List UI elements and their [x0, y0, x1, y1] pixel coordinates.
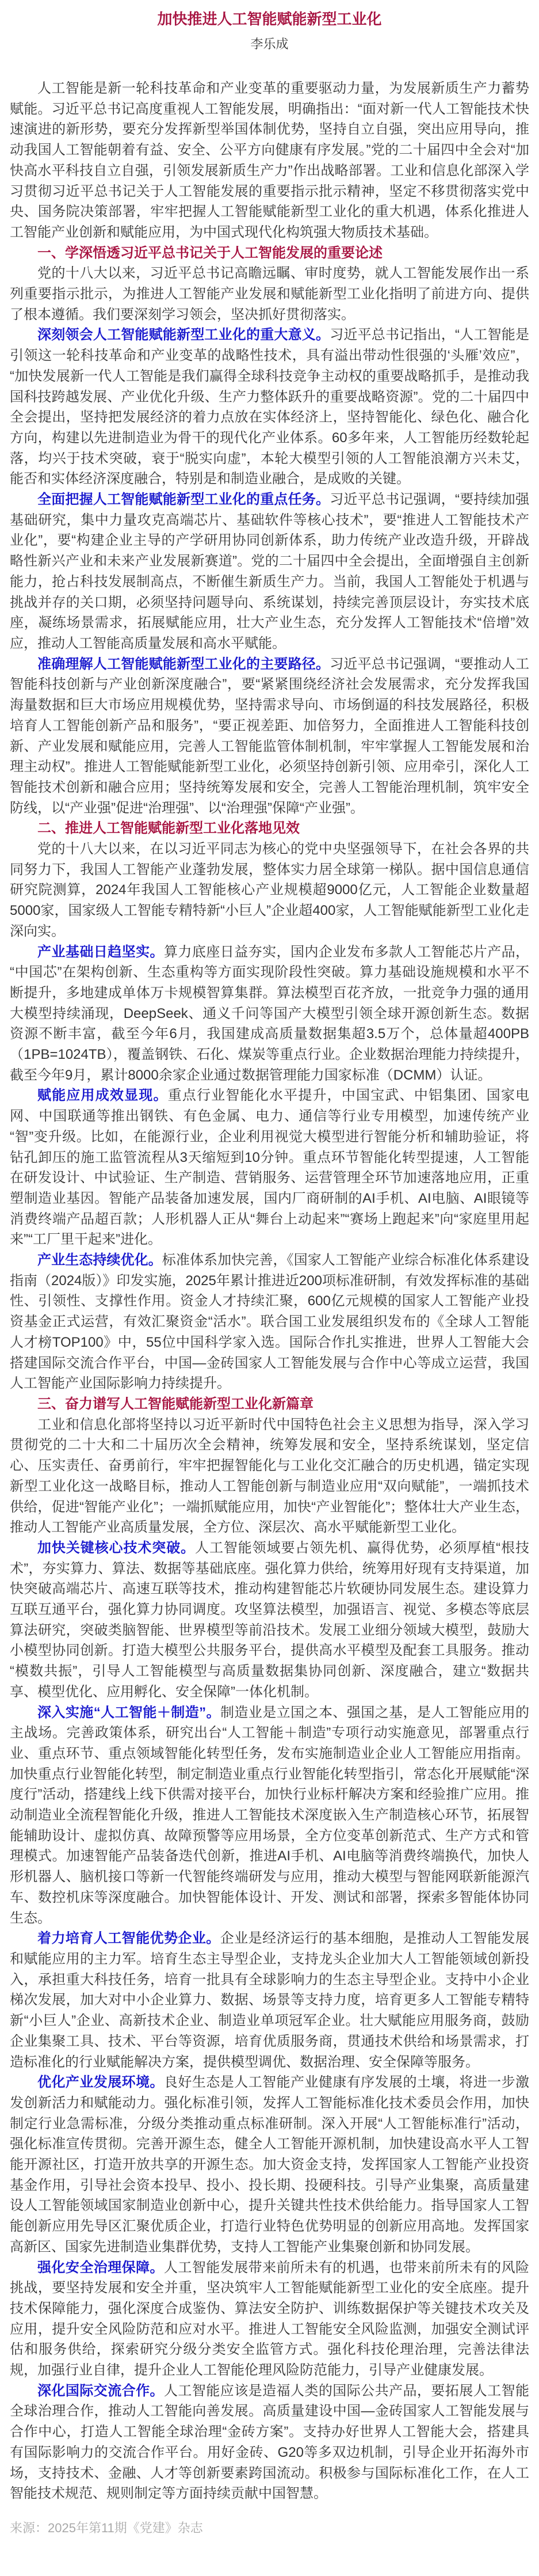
paragraph	[10, 2258, 529, 2381]
paragraph-intro: 人工智能是新一轮科技革命和产业变革的重要驱动力量，为发展新质生产力蓄势赋能。习近平总书记高度重视人工智能发展，明确指出：“面对新一代人工智能技术快速演进的新形势，要充分发挥新型举国体制优势，坚持自立自强，突出应用导向，推动我国人工智能朝着有益、安全、公平方向健康有序发展。”党的二十届四中全会对“加快高水平科技自立自强，引领发展新质生产力”作出战略部署。工业和信息化部深入学习贯彻习近平总书记关于人工智能发展的重要指示批示精神，坚定不移贯彻落实党中央、国务院决策部署，牢牢把握人工智能赋能新型工业化的重大机遇，体系化推进人工智能产业创新和赋能应用，为中国式现代化构筑强大物质技术基础。	[10, 81, 529, 240]
paragraph-text: 人工智能发展带来前所未有的机遇，也带来前所未有的风险挑战，要坚持发展和安全并重，坚决筑牢人工智能赋能新型工业化的安全底座。提升技术保障能力，强化深度合成鉴伪、算法安全防护、训练数据保护等关键技术攻关及应用，提升安全风险防范和应对水平。推进人工智能安全风险监测，加强安全测试评估和服务供给，探索研究分级分类安全监管方式。强化科技伦理治理，完善法律法规，加强行业自律，提升企业人工智能伦理风险防范能力，引导产业健康发展。	[10, 2259, 530, 2379]
paragraph-text: 企业是经济运行的基本细胞，是推动人工智能发展和赋能应用的主力军。培育生态主导型企业，支持龙头企业加大人工智能领域创新投入，承担重大科技任务，培育一批具有全球影响力的生态主导型企业。支持中小企业梯次发展，加大对中小企业算力、数据、场景等支持力度，培育更多人工智能专精特新“小巨人”企业、高新技术企业、制造业单项冠军企业。壮大赋能应用服务商，鼓励企业集聚工具、技术、平台等资源，培育优质服务商，贯通技术供给和场景需求，打造标准化的行业赋能解决方案，提供模型调优、数据治理、安全保障等服务。	[10, 1931, 529, 2070]
paragraph-text: 标准体系加快完善，《国家人工智能产业综合标准化体系建设指南（2024版）》印发实施，2025年累计推进近200项标准研制，有效发挥标准的基础性、引领性、支撑性作用。资金人才持续汇聚，600亿元规模的国家人工智能产业投资基金正式运营，有效汇聚资金“活水”。联合国工业发展组织发布的《全球人工智能人才榜TOP100》中，55位中国科学家入选。国际合作扎实推进，世界人工智能大会搭建国际交流合作平台，中国—金砖国家人工智能发展与合作中心等成立运营，我国人工智能产业国际影响力持续提升。	[10, 1252, 530, 1392]
paragraph-lead: 深化国际交流合作。	[37, 2383, 164, 2399]
paragraph	[10, 1538, 529, 1703]
paragraph-lead: 产业生态持续优化。	[37, 1252, 162, 1268]
paragraph-lead: 全面把握人工智能赋能新型工业化的重点任务。	[37, 492, 330, 508]
paragraph: 党的十八大以来，在以习近平同志为核心的党中央坚强领导下，在社会各界的共同努力下，我国人工智能产业蓬勃发展，整体实力居全球第一梯队。据中国信息通信研究院测算，2024年我国人工智能核心产业规模超9000亿元，人工智能企业数量超5000家，国家级人工智能专精特新“小巨人”企业超400家，人工智能赋能新型工业化走深向实。	[10, 841, 529, 939]
paragraph-text: 习近平总书记强调，“要推动人工智能科技创新与产业创新深度融合”，要“紧紧围绕经济社会发展需求，充分发挥我国海量数据和巨大市场应用规模优势，坚持需求导向、市场倒逼的科技发展路径，积极培育人工智能创新产品和服务”，“要正视差距、加倍努力，全面推进人工智能科技创新、产业发展和赋能应用，完善人工智能监管体制机制，牢牢掌握人工智能发展和治理主动权”。推进人工智能赋能新型工业化，必须坚持创新引领、应用牵引，深化人工智能技术创新和融合应用；坚持统筹发展和安全，完善人工智能治理机制，筑牢安全防线，以“产业强”促进“治理强”、以“治理强”保障“产业强”。	[10, 656, 529, 816]
paragraph	[10, 1703, 529, 1929]
paragraph	[10, 1928, 529, 2072]
paragraph	[10, 325, 529, 489]
paragraph-text: 算力底座日益夯实，国内企业发布多款人工智能芯片产品，“中国芯”在架构创新、生态重构等方面实现阶段性突破。算力基础设施规模和水平不断提升，多地建成单体万卡规模智算集群。算法模型百花齐放，一批竞争力强的通用大模型持续涌现，DeepSeek、通义千问等国产大模型引领全球开源创新生态。数据资源不断丰富，截至今年6月，我国建成高质量数据集超3.5万个，总体量超400PB（1PB=1024TB），覆盖钢铁、石化、煤炭等重点行业。企业数据治理能力持续提升，截至今年9月，累计8000余家企业通过数据管理能力国家标准（DCMM）认证。	[10, 944, 530, 1083]
paragraph: 工业和信息化部将坚持以习近平新时代中国特色社会主义思想为指导，深入学习贯彻党的二十大和二十届历次全会精神，统筹发展和安全，坚持系统谋划，坚定信心、压实责任、奋勇前行，牢牢把握智能化与工业化交汇融合的历史机遇，锚定实现新型工业化这一战略目标，推动人工智能创新与制造业应用“双向赋能”，一端抓技术供给，促进“智能产业化”；一端抓赋能应用，加快“产业智能化”；整体壮大产业生态，推动人工智能产业高质量发展，全方位、深层次、高水平赋能新型工业化。	[10, 1416, 529, 1536]
paragraph-text: 重点行业智能化水平提升，中国宝武、中铝集团、国家电网、中国联通等推出钢铁、有色金属、电力、通信等行业专用模型，加速传统产业“智”变升级。比如，在能源行业，企业利用视觉大模型进行智能分析和辅助验证，将钻孔卸压的施工监管流程从3天缩短到10分钟。重点环节智能化转型提速，人工智能在研发设计、中试验证、生产制造、营销服务、运营管理全环节加速落地应用，正重塑制造业基因。智能产品装备加速发展，国内厂商研制的AI手机、AI电脑、AI眼镜等消费终端产品超百款；人形机器人正从“舞台上动起来”“赛场上跑起来”向“家庭里用起来”“工厂里干起来”进化。	[10, 1088, 530, 1248]
paragraph-lead: 产业基础日趋坚实。	[37, 944, 164, 960]
author-name: 李乐成	[250, 37, 289, 51]
paragraph	[10, 1250, 529, 1394]
source-line: 来源：2025年第11期《党建》杂志	[10, 2520, 203, 2535]
page-title: 加快推进人工智能赋能新型工业化	[157, 10, 382, 28]
paragraph	[10, 2381, 529, 2504]
paragraph-text: 良好生态是人工智能产业健康有序发展的土壤，将进一步激发创新活力和赋能动力。强化标准引领，发挥人工智能标准化技术委员会作用，加快制定行业急需标准，分级分类推动重点标准研制。深入开展“人工智能标准行”活动，强化标准宣传贯彻。完善开源生态，健全人工智能开源机制，加快建设高水平人工智能开源社区，打造开放共享的开源生态。加大资金支持，发挥国家人工智能产业投资基金作用，引导社会资本投早、投小、投长期、投硬科技。引导产业集聚，高质量建设人工智能领域国家制造业创新中心，提升关键共性技术供给能力。指导国家人工智能创新应用先导区汇聚优质企业，打造行业特色优势明显的创新应用高地。发挥国家高新区、国家先进制造业集群优势，支持人工智能产业集聚创新和协同发展。	[10, 2075, 530, 2255]
paragraph-lead: 深刻领会人工智能赋能新型工业化的重大意义。	[37, 327, 330, 343]
article-body	[10, 78, 529, 2504]
paragraph-lead: 赋能应用成效显现。	[37, 1088, 168, 1104]
paragraph-text: 习近平总书记强调，“要持续加强基础研究，集中力量攻克高端芯片、基础软件等核心技术”，要“推进人工智能技术产业化”，要“构建企业主导的产学研用协同创新体系，助力传统产业改造升级，开辟战略性新兴产业和未来产业发展新赛道”。党的二十届四中全会提出，全面增强自主创新能力，抢占科技发展制高点，不断催生新质生产力。当前，我国人工智能处于机遇与挑战并存的关口期，必须坚持问题导向、系统谋划，持续完善顶层设计，夯实技术底座，凝练场景需求，拓展赋能应用，壮大产业生态，充分发挥人工智能技术“倍增”效应，推动人工智能高质量发展和高水平赋能。	[10, 492, 529, 651]
section-heading-3: 三、奋力谱写人工智能赋能新型工业化新篇章	[37, 1396, 314, 1412]
paragraph-text: 人工智能应该是造福人类的国际公共产品，要拓展人工智能全球治理合作，推动人工智能向善发展。高质量建设中国—金砖国家人工智能发展与合作中心，打造人工智能全球治理“金砖方案”。支持办好世界人工智能大会，搭建具有国际影响力的交流合作平台。用好金砖、G20等多双边机制，引导企业开拓海外市场，支持技术、金融、人才等创新要素跨国流动。积极参与国际标准化工作，在人工智能技术规范、规则制定等方面持续贡献中国智慧。	[10, 2383, 530, 2502]
paragraph-lead: 着力培育人工智能优势企业。	[37, 1931, 220, 1947]
paragraph-lead: 强化安全治理保障。	[37, 2259, 164, 2275]
paragraph-text: 人工智能领域要占领先机、赢得优势，必须厚植“根技术”，夯实算力、算法、数据等基础底座。强化算力供给，统筹用好现有支持渠道，加快突破高端芯片、高速互联等技术，推动构建智能芯片软硬协同发展生态。建设算力互联互通平台，强化算力协同调度。攻坚算法模型，加强语言、视觉、多模态等底层算法研究，突破类脑智能、世界模型等前沿技术。发展工业细分领域大模型，鼓励大小模型协同创新。打造大模型公共服务平台，提供高水平模型及配套工具服务。推动“模数共振”，引导人工智能模型与高质量数据集协同创新、深度融合，建立“数据共享、模型优化、应用孵化、安全保障”一体化机制。	[10, 1540, 529, 1700]
paragraph-lead: 优化产业发展环境。	[37, 2075, 164, 2091]
paragraph-lead: 准确理解人工智能赋能新型工业化的主要路径。	[37, 656, 330, 672]
paragraph-text: 制造业是立国之本、强国之基，是人工智能应用的主战场。完善政策体系，研究出台“人工智能＋制造”专项行动实施意见，部署重点行业、重点环节、重点领域智能化转型任务，发布实施制造业企业人工智能应用指南。加快重点行业智能化转型，制定制造业重点行业智能化转型指引，常态化开展赋能“深度行”活动，搭建线上线下供需对接平台，加快行业标杆解决方案和经验推广应用。推动制造业全流程智能化升级，推进人工智能技术深度嵌入生产制造核心环节，拓展智能辅助设计、虚拟仿真、故障预警等应用场景，全方位变革创新范式、生产方式和管理模式。加速智能产品装备迭代创新，推进AI手机、AI电脑等消费终端换代，加快人形机器人、脑机接口等新一代智能终端研发与应用，推动大模型与智能网联新能源汽车、数控机床等深度融合。加快智能体设计、开发、测试和部署，探索多智能体协同生态。	[10, 1704, 529, 1926]
section-heading-2: 二、推进人工智能赋能新型工业化落地见效	[37, 820, 300, 837]
paragraph	[10, 489, 529, 654]
paragraph	[10, 2072, 529, 2257]
paragraph	[10, 654, 529, 819]
paragraph	[10, 1085, 529, 1250]
paragraph-lead: 深入实施“人工智能＋制造”。	[37, 1704, 220, 1720]
paragraph-text: 习近平总书记指出，“人工智能是引领这一轮科技革命和产业变革的战略性技术，具有溢出带动性很强的‘头雁’效应”，“加快发展新一代人工智能是我们赢得全球科技竞争主动权的重要战略抓手，是推动我国科技跨越发展、产业优化升级、生产力整体跃升的重要战略资源”。党的二十届四中全会提出，坚持把发展经济的着力点放在实体经济上，坚持智能化、绿色化、融合化方向，构建以先进制造业为骨干的现代化产业体系。60多年来，人工智能历经数轮起落，均兴于技术突破，衰于“脱实向虚”，本轮大模型引领的人工智能浪潮方兴未艾，能否和实体经济深度融合，特别是和制造业融合，是成败的关键。	[10, 327, 529, 487]
paragraph-lead: 加快关键核心技术突破。	[37, 1540, 196, 1556]
paragraph: 党的十八大以来，习近平总书记高瞻远瞩、审时度势，就人工智能发展作出一系列重要指示批示，为推进人工智能产业发展和赋能新型工业化指明了前进方向、提供了根本遵循。我们要深刻学习领会，坚决抓好贯彻落实。	[10, 265, 529, 322]
paragraph	[10, 942, 529, 1086]
section-heading-1: 一、学深悟透习近平总书记关于人工智能发展的重要论述	[37, 245, 383, 261]
